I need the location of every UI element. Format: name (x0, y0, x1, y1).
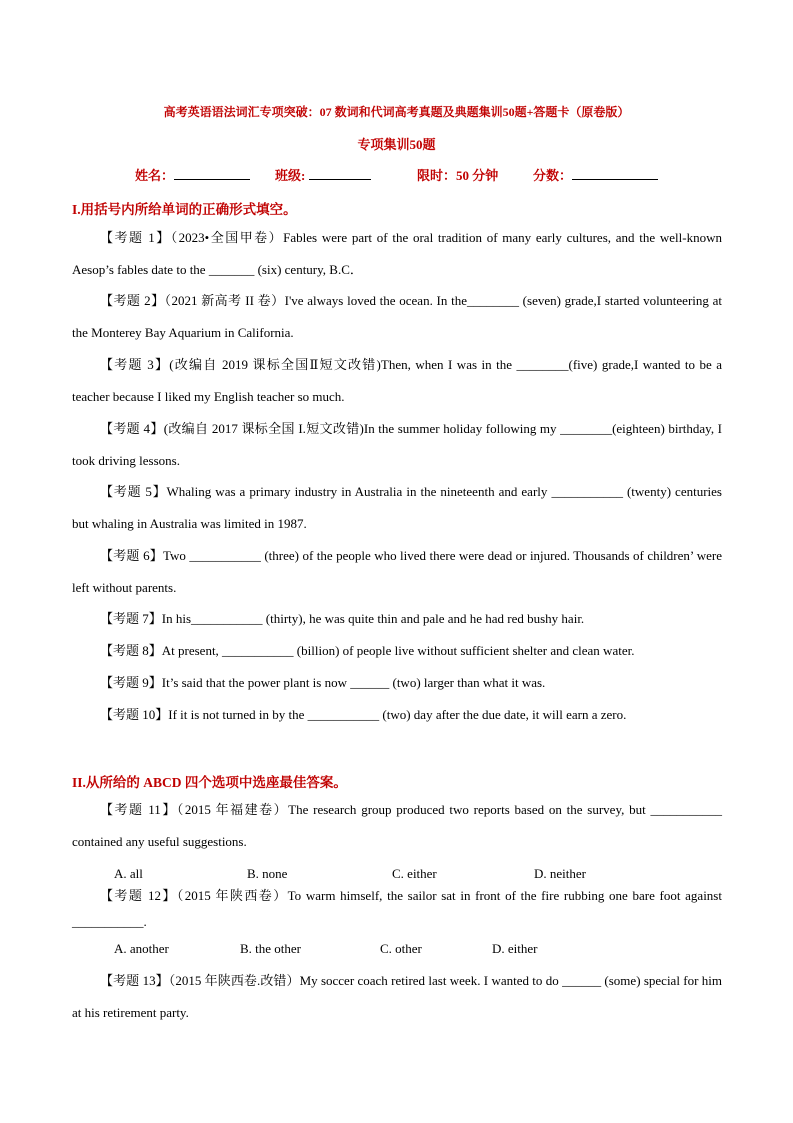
question-4 (72, 413, 722, 477)
section-1-heading: I.用括号内所给单词的正确形式填空。 (72, 202, 297, 217)
class-label: 班级: (275, 168, 306, 183)
question-label: 【考题 12】 (100, 888, 177, 903)
question-label: 【考题 13】 (100, 973, 169, 988)
score-field[interactable] (533, 165, 658, 184)
question-text: （2021 新高考 II 卷）I've always loved the ocean. In the________ (seven) grade,I started volunteering at the Monterey Bay Aquarium in California. (72, 293, 722, 340)
option-d[interactable]: D. neither (534, 866, 586, 881)
option-b[interactable]: B. none (247, 866, 288, 881)
question-11 (72, 794, 722, 858)
name-blank[interactable] (174, 167, 250, 180)
question-label: 【考题 11】 (100, 802, 177, 817)
question-text: Whaling was a primary industry in Australia in the nineteenth and early ___________ (twenty) centuries but whaling in Australia was limited in 1987. (72, 484, 722, 531)
question-label: 【考题 5】 (100, 484, 167, 499)
class-blank[interactable] (309, 167, 371, 180)
score-blank[interactable] (572, 167, 658, 180)
option-c[interactable]: C. either (392, 866, 437, 881)
question-6 (72, 540, 722, 604)
question-1 (72, 222, 722, 286)
option-b[interactable]: B. the other (240, 941, 302, 956)
question-label: 【考题 10】 (100, 707, 169, 722)
document-title: 高考英语语法词汇专项突破：07 数词和代词高考真题及典题集训50题+答题卡（原卷版） (163, 105, 630, 119)
time-limit (417, 165, 498, 184)
name-label: 姓名： (135, 168, 175, 183)
question-label: 【考题 9】 (100, 675, 162, 690)
question-label: 【考题 6】 (100, 548, 164, 563)
option-a[interactable]: A. all (114, 866, 143, 881)
question-label: 【考题 1】 (100, 230, 171, 245)
question-label: 【考题 8】 (100, 643, 162, 658)
question-12 (72, 883, 722, 935)
score-label: 分数： (533, 168, 573, 183)
time-label: 限时：50 分钟 (417, 168, 499, 183)
question-label: 【考题 2】 (100, 293, 165, 308)
option-c[interactable]: C. other (380, 941, 422, 956)
question-label: 【考题 4】 (100, 421, 164, 436)
question-label: 【考题 3】 (100, 357, 170, 372)
question-text: （2015 年陕西卷）To warm himself, the sailor sat in front of the fire rubbing one bare foot against ___________. (72, 888, 722, 929)
question-2 (72, 285, 722, 349)
section-2-heading: II.从所给的 ABCD 四个选项中选座最佳答案。 (72, 775, 347, 790)
question-text: （2015 年陕西卷.改错）My soccer coach retired last week. I wanted to do ______ (some) special for him at his retirement party. (72, 973, 722, 1020)
name-field[interactable] (135, 165, 250, 184)
question-text: It’s said that the power plant is now ______ (two) larger than what it was. (161, 675, 546, 690)
question-text: Two ___________ (three) of the people who lived there were dead or injured. Thousands of children’ were left without parents. (72, 548, 722, 595)
question-label: 【考题 7】 (100, 611, 162, 626)
question-5 (72, 476, 722, 540)
option-a[interactable]: A. another (114, 941, 169, 956)
question-text: In his___________ (thirty), he was quite thin and pale and he had red bushy hair. (161, 611, 585, 626)
question-7 (72, 603, 722, 635)
option-d[interactable]: D. either (492, 941, 538, 956)
document-subtitle: 专项集训50题 (357, 137, 436, 152)
question-13 (72, 965, 722, 1029)
question-text: （2023•全国甲卷）Fables were part of the oral tradition of many early cultures, and the well-known Aesop’s fables date to the _______ (six) century, B.C． (72, 230, 722, 277)
class-field[interactable] (275, 165, 371, 184)
question-text: At present, ___________ (billion) of people live without sufficient shelter and clean water. (161, 643, 635, 658)
question-9 (72, 667, 722, 699)
question-text: (改编自 2019 课标全国Ⅱ短文改错)Then, when I was in the ________(five) grade,I wanted to be a teacher because I liked my English teacher so much. (72, 357, 722, 404)
question-text: （2015 年福建卷）The research group produced two reports based on the survey, but ___________ contained any useful suggestions. (72, 802, 722, 849)
question-10 (72, 699, 722, 731)
question-8 (72, 635, 722, 667)
question-text: (改编自 2017 课标全国 I.短文改错)In the summer holiday following my ________(eighteen) birthday, I took driving lessons. (72, 421, 722, 468)
question-3 (72, 349, 722, 413)
question-text: If it is not turned in by the ___________ (two) day after the due date, it will earn a zero. (168, 707, 627, 722)
